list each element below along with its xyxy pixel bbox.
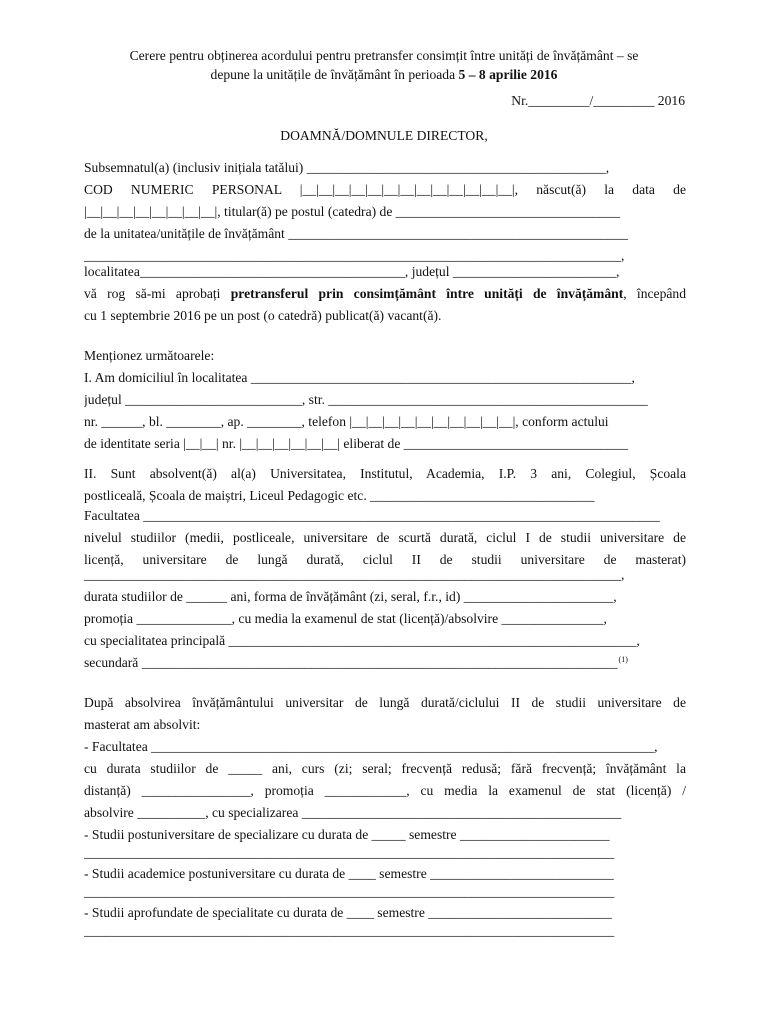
request-line bbox=[84, 286, 686, 302]
footnote-marker: (1) bbox=[618, 655, 628, 664]
salutation: DOAMNĂ/DOMNULE DIRECTOR, bbox=[280, 128, 488, 143]
request-text-end: , începând bbox=[623, 286, 686, 301]
postgrad-specialization-line: - Studii postuniversitare de specializare cu durata de _____ semestre ______________________ bbox=[84, 827, 610, 842]
school-unit-line: de la unitatea/unitățile de învățământ __________________________________________________ bbox=[84, 226, 629, 241]
secondary-specialty-line bbox=[84, 655, 686, 671]
header-title bbox=[70, 46, 698, 84]
cnp-line: COD NUMERIC PERSONAL |__|__|__|__|__|__|__|__|__|__|__|__|__|, născut(ă) la data de bbox=[84, 182, 686, 197]
advanced-studies-line: - Studii aprofundate de specialitate cu durata de ____ semestre ___________________________ bbox=[84, 905, 612, 920]
domicile-locality-line: I. Am domiciliul în localitatea ________________________________________________________, bbox=[84, 370, 635, 385]
header-line-1: Cerere pentru obținerea acordului pentru pretransfer consimțit între unități de învățământ – se bbox=[129, 48, 639, 63]
advanced-studies-blank: ______________________________________________________________________________ bbox=[84, 923, 615, 938]
header-period: 5 – 8 aprilie 2016 bbox=[458, 67, 558, 82]
faculty-line: Facultatea ____________________________________________________________________________ bbox=[84, 508, 660, 523]
mentions-intro: Menționez următoarele: bbox=[84, 348, 215, 363]
academic-postgrad-blank: ______________________________________________________________________________ bbox=[84, 884, 615, 899]
applicant-name-line: Subsemnatul(a) (inclusiv inițiala tatălui) ____________________________________________, bbox=[84, 160, 610, 175]
academic-postgrad-line: - Studii academice postuniversitare cu durata de ____ semestre ___________________________ bbox=[84, 866, 614, 881]
request-text: vă rog să-mi aprobați bbox=[84, 286, 231, 301]
header-line-2 bbox=[70, 65, 698, 84]
study-level-line: nivelul studiilor (medii, postliceale, universitare de scurtă durată, ciclul I de studii universitare de bbox=[84, 530, 686, 545]
birth-date-post-line: |__|__|__|__|__|__|__|__|, titular(ă) pe postul (catedra) de _________________________________ bbox=[84, 204, 621, 219]
graduate-institution-type-line: postliceală, Școala de maiștri, Liceul Pedagogic etc. _________________________________ bbox=[84, 488, 595, 503]
further-specialization-line: absolvire __________, cu specializarea _______________________________________________ bbox=[84, 805, 622, 820]
registration-number-line: Nr._________/_________ 2016 bbox=[511, 93, 685, 108]
further-studies-intro-end: masterat am absolvit: bbox=[84, 717, 201, 732]
school-unit-continuation-line: _______________________________________________________________________________, bbox=[84, 248, 625, 263]
further-faculty-line: - Facultatea __________________________________________________________________________, bbox=[84, 739, 658, 754]
secondary-specialty-text: secundară ______________________________________________________________________ bbox=[84, 655, 618, 670]
locality-county-line: localitatea_______________________________________, județul ________________________, bbox=[84, 264, 620, 279]
domicile-county-street-line: județul __________________________, str. _______________________________________________ bbox=[84, 392, 648, 407]
further-promotion-line: distanță) ________________, promoția ____________, cu media la examenul de stat (licență) / bbox=[84, 783, 686, 798]
address-phone-line: nr. ______, bl. ________, ap. ________, telefon |__|__|__|__|__|__|__|__|__|__|, conform actului bbox=[84, 414, 609, 429]
promotion-grade-line: promoția ______________, cu media la examenul de stat (licență)/absolvire _______________, bbox=[84, 611, 607, 626]
study-duration-line: durata studiilor de ______ ani, forma de învățământ (zi, seral, f.r., id) ______________________, bbox=[84, 589, 617, 604]
main-specialty-line: cu specialitatea principală ____________________________________________________________, bbox=[84, 633, 640, 648]
start-date-line: cu 1 septembrie 2016 pe un post (o catedră) publicat(ă) vacant(ă). bbox=[84, 308, 442, 323]
graduate-institution-line: II. Sunt absolvent(ă) al(a) Universitatea, Institutul, Academia, I.P. 3 ani, Colegiul, Școala bbox=[84, 466, 686, 481]
study-level-blank-line: _______________________________________________________________________________, bbox=[84, 567, 625, 582]
request-bold-text: pretransferul prin consimțământ între unități de învățământ bbox=[230, 286, 624, 301]
study-level-continuation-line: licență, universitare de lungă durată, ciclul II de studii universitare de masterat) bbox=[84, 552, 686, 567]
id-document-line: de identitate seria |__|__| nr. |__|__|__|__|__|__| eliberat de _________________________________ bbox=[84, 436, 629, 451]
further-duration-line: cu durata studiilor de _____ ani, curs (zi; seral; frecvență redusă; fără frecvență; învățământ la bbox=[84, 761, 686, 776]
further-studies-intro-line: După absolvirea învățământului universitar de lungă durată/ciclului II de studii universitare de bbox=[84, 695, 686, 710]
header-line-2-text: depune la unitățile de învățământ în perioada bbox=[210, 67, 459, 82]
postgrad-specialization-blank: ______________________________________________________________________________ bbox=[84, 845, 615, 860]
